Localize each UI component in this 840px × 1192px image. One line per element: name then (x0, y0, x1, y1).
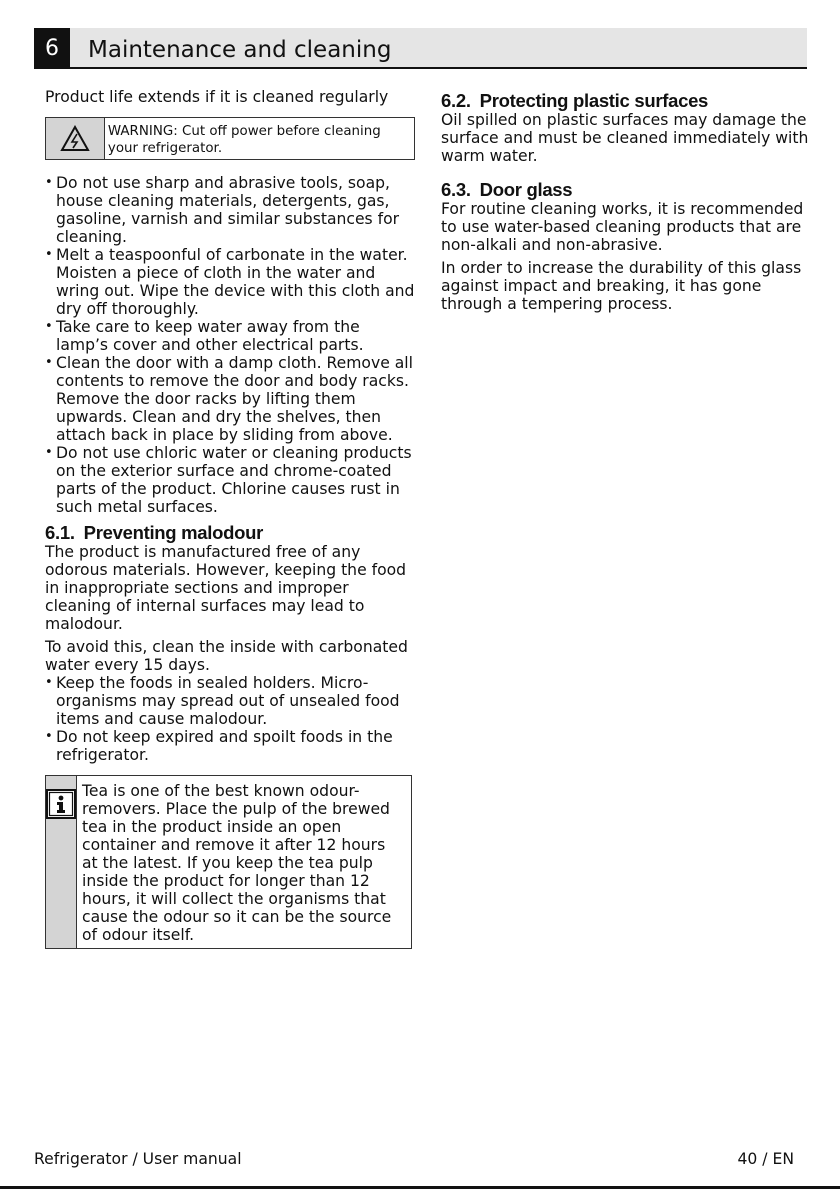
list-item: • Melt a teaspoonful of carbonate in the water. Moisten a piece of cloth in the water and wring out. Wipe the device with this cloth and dry off thoroughly. (45, 246, 415, 318)
section-title: Door glass (479, 179, 573, 200)
bottom-divider (0, 1186, 840, 1189)
list-item: • Clean the door with a damp cloth. Remove all contents to remove the door and body racks. Remove the door racks by lifting them upwards. Clean and dry the shelves, then attach back in place by sliding from above. (45, 354, 415, 444)
info-icon (46, 789, 76, 819)
footer-doc-title: Refrigerator / User manual (34, 1150, 242, 1168)
paragraph: The product is manufactured free of any odorous materials. However, keeping the food in inappropriate sections and improper cleaning of internal surfaces may lead to malodour. (45, 543, 407, 633)
section-number: 6.1. (45, 522, 75, 543)
section-number: 6.2. (441, 90, 471, 111)
chapter-header (34, 28, 807, 69)
paragraph: In order to increase the durability of this glass against impact and breaking, it has gone through a tempering process. (441, 259, 802, 313)
list-item: • Do not use chloric water or cleaning products on the exterior surface and chrome-coated parts of the product. Chlorine causes rust in such metal surfaces. (45, 444, 415, 516)
chapter-title: Maintenance and cleaning (88, 37, 392, 63)
list-item: • Do not keep expired and spoilt foods in the refrigerator. (45, 728, 415, 764)
section-number: 6.3. (441, 179, 471, 200)
list-item: • Take care to keep water away from the lamp’s cover and other electrical parts. (45, 318, 415, 354)
info-box (45, 775, 412, 949)
list-item: • Keep the foods in sealed holders. Micro-organisms may spread out of unsealed food items and cause malodour. (45, 674, 415, 728)
electric-warning-icon (60, 125, 90, 152)
footer-page-number: 40 / EN (737, 1150, 794, 1168)
paragraph: For routine cleaning works, it is recommended to use water-based cleaning products that are non-alkali and non-abrasive. (441, 200, 804, 254)
malodour-bullets (45, 674, 415, 764)
info-text: Tea is one of the best known odour-removers. Place the pulp of the brewed tea in the product inside an open container and remove it after 12 hours at the latest. If you keep the tea pulp inside the product for longer than 12 hours, it will collect the organisms that cause the odour so it can be the source of odour itself. (82, 782, 392, 944)
warning-text: WARNING: Cut off power before cleaning your refrigerator. (107, 124, 381, 156)
left-column (45, 88, 415, 949)
lead-text: Product life extends if it is cleaned regularly (45, 88, 389, 106)
list-item: • Do not use sharp and abrasive tools, soap, house cleaning materials, detergents, gas, gasoline, varnish and similar substances for cleaning. (45, 174, 415, 246)
warning-box (45, 117, 415, 160)
paragraph: To avoid this, clean the inside with carbonated water every 15 days. (45, 638, 408, 674)
section-heading-6-1 (45, 522, 415, 543)
cleaning-bullets (45, 174, 415, 516)
chapter-number: 6 (34, 28, 70, 69)
section-heading-6-3 (441, 179, 811, 200)
paragraph: Oil spilled on plastic surfaces may damage the surface and must be cleaned immediately with warm water. (441, 111, 809, 165)
section-heading-6-2 (441, 90, 811, 111)
section-title: Preventing malodour (83, 522, 263, 543)
right-column (441, 90, 811, 313)
section-title: Protecting plastic surfaces (479, 90, 709, 111)
